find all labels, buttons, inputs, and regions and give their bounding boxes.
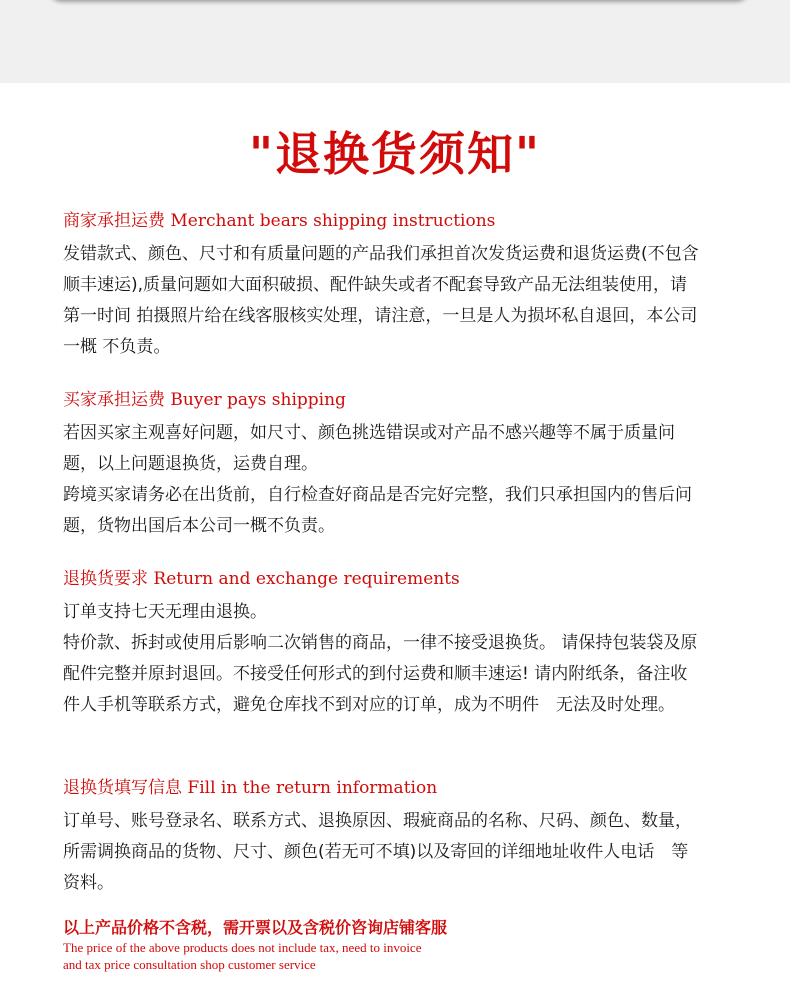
tax-notice [63, 917, 663, 973]
section-merchant-shipping [63, 209, 703, 363]
tax-notice-en-line2: and tax price consultation shop customer service [63, 957, 316, 972]
page-title: "退换货须知" [249, 127, 541, 181]
top-band [0, 0, 790, 83]
section-paragraph: 跨境买家请务必在出货前，自行检查好商品是否完好完整，我们只承担国内的售后问题，货物出国后本公司一概不负责。 [63, 485, 692, 536]
section-return-requirements [63, 567, 703, 721]
section-paragraph: 订单号、账号登录名、联系方式、退换原因、瑕疵商品的名称、尺码、颜色、数量， 所需调换商品的货物、尺寸、颜色(若无可不填)以及寄回的详细地址收件人电话 等资料。 [63, 811, 701, 893]
tax-notice-cn: 以上产品价格不含税，需开票以及含税价咨询店铺客服 [63, 918, 448, 937]
section-paragraph: 若因买家主观喜好问题，如尺寸、颜色挑选错误或对产品不感兴趣等不属于质量问题，以上问题退换货，运费自理。 [63, 423, 675, 474]
section-paragraph: 发错款式、颜色、尺寸和有质量问题的产品我们承担首次发货运费和退货运费(不包含顺丰速运),质量问题如大面积破损、配件缺失或者不配套导致产品无法组装使用，请第一时间 拍摄照片给在线客服核实处理，请注意，一旦是人为损坏私自退回，本公司一概 不负责。 [63, 244, 699, 357]
section-return-info [63, 776, 703, 899]
section-paragraph: 订单支持七天无理由退换。 [63, 602, 267, 622]
section-heading: 商家承担运费 Merchant bears shipping instructions [63, 211, 496, 231]
section-heading: 退换货要求 Return and exchange requirements [63, 569, 460, 589]
section-paragraph: 特价款、拆封或使用后影响二次销售的商品，一律不接受退换货。 请保持包装袋及原配件完整并原封退回。不接受任何形式的到付运费和顺丰速运! 请内附纸条，备注收件人手机等联系方式，避免仓库找不到对应的订单，成为不明件 无法及时处理。 [63, 633, 698, 715]
section-heading: 退换货填写信息 Fill in the return information [63, 778, 438, 798]
section-buyer-shipping [63, 388, 703, 542]
section-heading: 买家承担运费 Buyer pays shipping [63, 390, 346, 410]
tax-notice-en-line1: The price of the above products does not include tax, need to invoice [63, 940, 422, 955]
